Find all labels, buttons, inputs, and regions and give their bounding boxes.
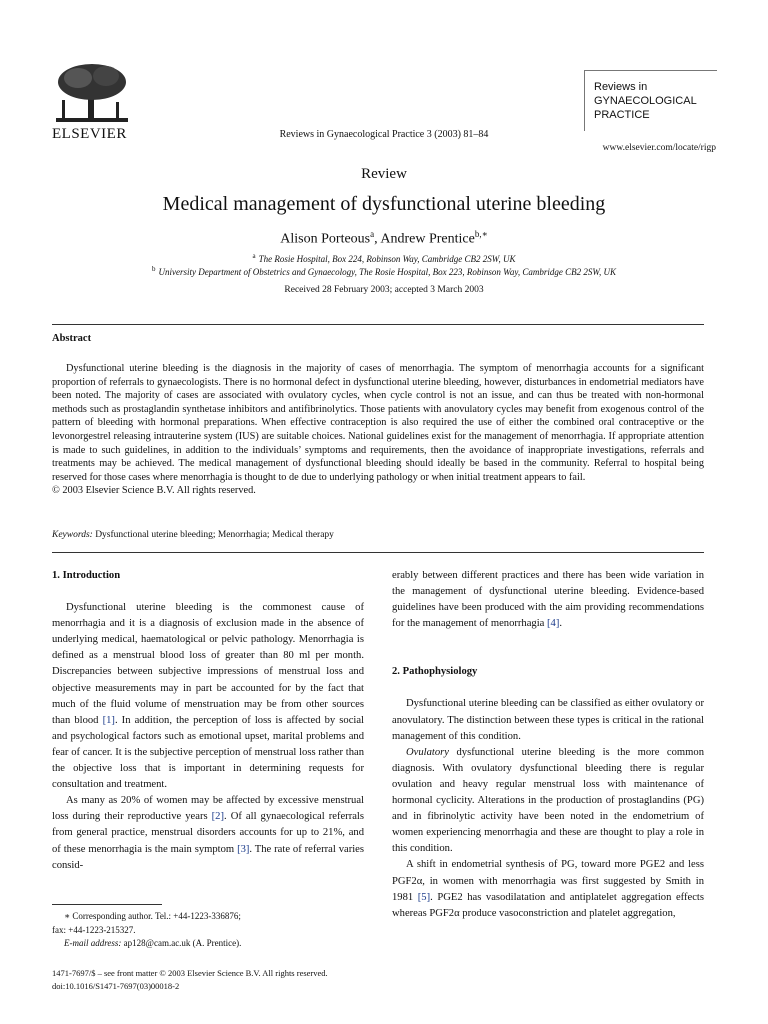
author-sup[interactable]: b,∗ [474, 229, 488, 239]
author-list [0, 229, 768, 248]
paragraph [392, 857, 704, 921]
brand-line: Reviews in [594, 81, 648, 93]
citation-link[interactable]: [4] [547, 618, 560, 630]
author-separator: , [374, 231, 378, 247]
abstract-text: Dysfunctional uterine bleeding is the diagnosis in the majority of cases of menorrhagia. The symptom of menorrhagia accounts for a significant proportion of referrals to gynaecologists. There is no hormonal defect in dysfunctional uterine bleeding, however, disturbances in endometrial mediators have been noted. The majority of cases are associated with ovulatory cycles, when cycle control is not an issue, and can thus be treated with non-hormonal methods such as prostaglandin synthetase inhibitors and antifibrinolytics. Those patients with anovulatory cycles may benefit from exogenous control of the pattern of bleeding with hormonal preparations. When effective contraception is also required the use of either the combined oral contraceptive or the levonorgestrel releasing intrauterine system (IUS) are suitable choices. National guidelines exist for the management of menorrhagia. If appropriate attention is made to such guidelines, in addition to the individuals’ symptoms and requirements, then the avoidance of inappropriate investigations, referrals and treatments may be achieved. The medical management of dysfunctional bleeding should ideally be based in the community. Referral to hospital being reserved for those cases where menorrhagia is thought to de due to underlying pathology or when initial treatment appears to fail. [52, 363, 704, 483]
footnote-email [52, 937, 364, 951]
author-name: Andrew Prentice [380, 231, 475, 247]
text-run: A shift in endometrial synthesis of PG, toward more PGE2 and less PGF2α, in women with menorrhagia was first suggested by Smith in 1981 [392, 859, 704, 903]
section-heading: 1. Introduction [52, 570, 121, 581]
paragraph: Dysfunctional uterine bleeding can be classified as either ovulatory or anovulatory. The distinction between these types is critical in the rational management of this condition. [392, 698, 704, 742]
column-left [52, 568, 364, 874]
affiliation-text: The Rosie Hospital, Box 224, Robinson Way, Cambridge CB2 2SW, UK [258, 254, 516, 264]
footer-line: 1471-7697/$ – see front matter © 2003 Elsevier Science B.V. All rights reserved. [52, 968, 328, 978]
text-run: erably between different practices and there has been wide variation in the management of dysfunctional uterine bleeding. Evidence-based guidelines have been produced with the aim providing recommendations for the management of menorrhagia [392, 570, 704, 630]
article-type: Review [361, 166, 407, 182]
email-label: E-mail address: [64, 938, 122, 948]
affiliation [0, 265, 768, 277]
text-run: . [559, 618, 563, 630]
received-dates: Received 28 February 2003; accepted 3 March 2003 [284, 285, 484, 295]
publisher-name: ELSEVIER [52, 126, 127, 142]
footnote-divider [52, 904, 162, 905]
journal-citation: Reviews in Gynaecological Practice 3 (2003) 81–84 [279, 129, 489, 140]
abstract-heading: Abstract [52, 333, 92, 344]
text-run: As many as 20% of women may be affected by excessive menstrual loss during their reproductive years [52, 795, 364, 823]
affiliation [0, 252, 768, 264]
paragraph [392, 568, 704, 632]
article-title: Medical management of dysfunctional uterine bleeding [162, 193, 606, 215]
text-run: . PGE2 has vasodilatation and antiplatelet aggregation effects whereas PGF2α produce vasoconstriction and platelet aggregation, [392, 891, 704, 919]
affiliation-text: University Department of Obstetrics and Gynaecology, The Rosie Hospital, Box 223, Robinson Way, Cambridge CB2 2SW, UK [158, 267, 617, 277]
doi[interactable]: doi:10.1016/S1471-7697(03)00018-2 [52, 981, 180, 991]
email-link[interactable]: ap128@cam.ac.uk (A. Prentice). [121, 938, 242, 948]
journal-brand [594, 80, 697, 122]
citation-link[interactable]: [5] [417, 891, 431, 903]
author-name: Alison Porteous [280, 231, 371, 247]
divider [52, 324, 704, 325]
citation-link[interactable]: [3] [237, 843, 250, 855]
text-run: . The rate of referral varies consid- [52, 843, 365, 871]
elsevier-tree-logo [52, 60, 132, 135]
abstract-body [52, 362, 704, 498]
brand-line: GYNAECOLOGICAL [594, 95, 697, 107]
brand-line: PRACTICE [594, 109, 650, 121]
section-heading: 2. Pathophysiology [392, 666, 478, 678]
text-run: . In addition, the perception of loss is affected by social and psychological factors such as emotional upset, marital problems and fear of cancer. It is the subjective perception of menstrual loss rather than the objective loss that is important in determining requests for consultation and treatment. [52, 714, 364, 791]
keywords-text: Dysfunctional uterine bleeding; Menorrhagia; Medical therapy [95, 530, 334, 540]
emphasis: Ovulatory [406, 746, 449, 758]
divider [52, 552, 704, 553]
footnote [52, 910, 364, 951]
journal-url[interactable]: www.elsevier.com/locate/rigp [602, 143, 716, 153]
citation-link[interactable]: [1] [102, 714, 115, 726]
citation-link[interactable]: [2] [211, 811, 225, 823]
footnote-line: ∗ Corresponding author. Tel.: +44-1223-336876; [64, 911, 241, 921]
copyright: © 2003 Elsevier Science B.V. All rights reserved. [52, 485, 256, 497]
affiliation-sup: b [151, 265, 156, 273]
page-footer [52, 967, 328, 993]
column-right [392, 568, 704, 922]
affiliation-sup: a [252, 252, 256, 260]
author-sup[interactable]: a [370, 229, 375, 239]
paragraph [392, 745, 704, 858]
paragraph [52, 600, 364, 793]
keywords [52, 530, 704, 540]
keywords-label: Keywords: [52, 530, 93, 540]
text-run: . Of all gynaecological referrals from general practice, menstrual disorders accounts for up to 21%, and of these menorrhagia is the main symptom [52, 811, 364, 855]
footnote-line: fax: +44-1223-215327. [52, 924, 136, 935]
text-run: dysfunctional uterine bleeding is the more common diagnosis. With ovulatory dysfunctional bleeding there is regular ovulation and heavy regular menstrual loss with maintenance of hormonal cyclicity. Alterations in the production of prostaglandins (PG) and in fibrinolytic activity have been noted in the endometrium of women experiencing menorrhagia and these are thought to play a role in this condition. [392, 746, 704, 855]
text-run: Dysfunctional uterine bleeding is the commonest cause of menorrhagia and it is a diagnosis of exclusion made in the absence of underlying medical, haematological or pelvic pathology. Menorrhagia is defined as a menstrual blood loss of greater than 80 ml per month. Discrepancies between subjective impressions of menstrual loss and objective measurements may in part be accounted for by the fact that much of the fluid volume of menstruation may be from other sources than blood [52, 602, 364, 726]
paragraph [52, 793, 364, 873]
